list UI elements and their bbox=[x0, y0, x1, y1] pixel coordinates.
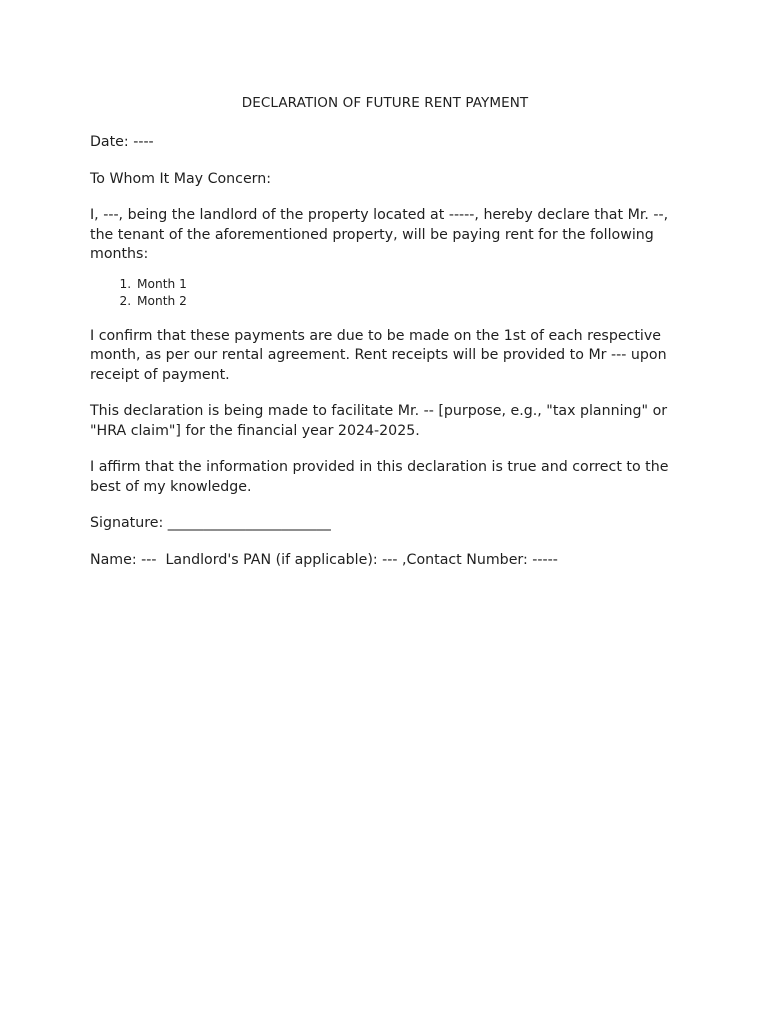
salutation: To Whom It May Concern: bbox=[90, 170, 272, 187]
purpose-paragraph: This declaration is being made to facilitate Mr. -- [purpose, e.g., "tax planning" or "HRA claim"] for the financial year 2024-2025. bbox=[90, 403, 668, 439]
intro-paragraph: I, ---, being the landlord of the property located at -----, hereby declare that Mr. --, the tenant of the aforementioned property, will be paying rent for the following months: bbox=[90, 207, 669, 262]
confirmation-paragraph: I confirm that these payments are due to be made on the 1st of each respective month, as per our rental agreement. Rent receipts will be provided to Mr --- upon receipt of payment. bbox=[90, 327, 667, 383]
list-item: 1. Month 1 bbox=[135, 276, 680, 293]
list-item: 2. Month 2 bbox=[135, 293, 680, 310]
months-list bbox=[90, 276, 680, 310]
document-title: DECLARATION OF FUTURE RENT PAYMENT bbox=[241, 95, 529, 111]
date-line: Date: ---- bbox=[90, 134, 154, 150]
document-page bbox=[90, 93, 680, 587]
affirmation-paragraph: I affirm that the information provided in this declaration is true and correct to the best of my knowledge. bbox=[90, 459, 669, 495]
signature-line: Signature: _______________________ bbox=[90, 515, 331, 531]
name-details-line: Name: --- Landlord's PAN (if applicable): --- ,Contact Number: ----- bbox=[90, 551, 558, 568]
